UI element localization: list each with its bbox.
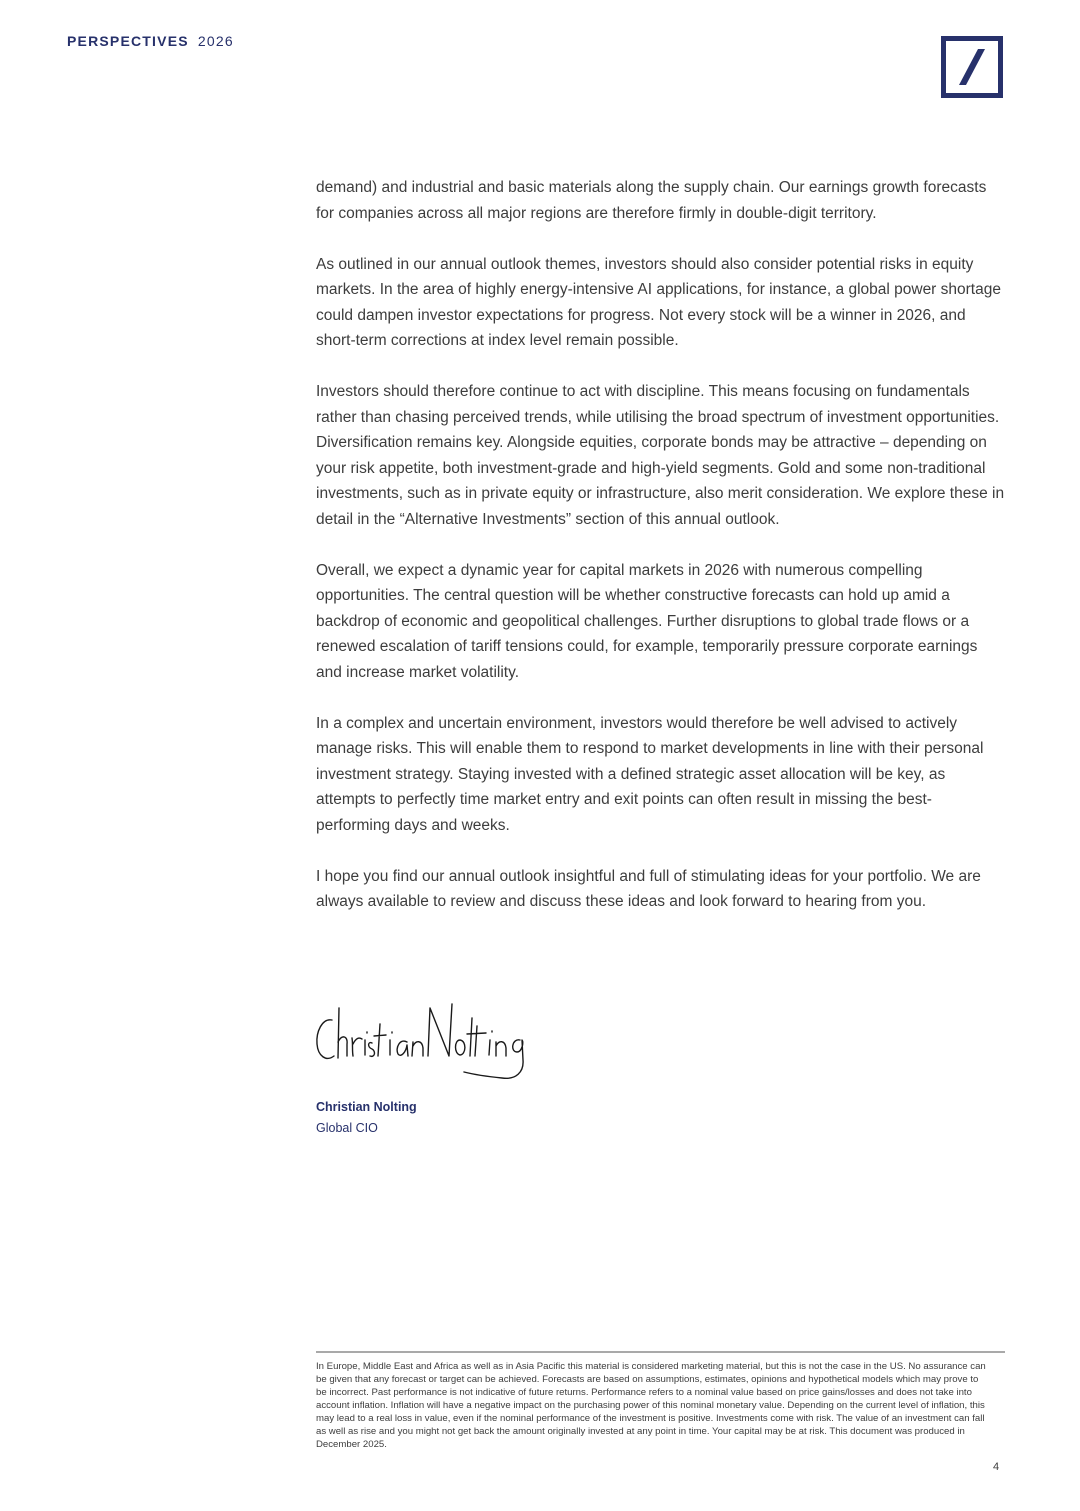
paragraph: I hope you find our annual outlook insightful and full of stimulating ideas for your portfolio. We are always available to review and discuss these ideas and look forward to hearing from you. (316, 867, 981, 910)
paragraph: demand) and industrial and basic materials along the supply chain. Our earnings growth forecasts for companies across all major regions are therefore firmly in double-digit territory. (316, 179, 987, 222)
paragraph: In a complex and uncertain environment, investors would therefore be well advised to actively manage risks. This will enable them to respond to market developments in line with their personal investment strategy. Staying invested with a defined strategic asset allocation will be key, as attempts to perfectly time market entry and exit points can often result in missing the best-performing days and weeks. (316, 714, 984, 834)
deutsche-bank-logo-icon (941, 36, 1003, 98)
signatory-title: Global CIO (316, 1121, 378, 1135)
handwritten-signature (312, 998, 582, 1084)
paragraph: Investors should therefore continue to act with discipline. This means focusing on fundamentals rather than chasing perceived trends, while utilising the broad spectrum of investment opportunities. Diversification remains key. Alongside equities, corporate bonds may be attractive – depending on your risk appetite, both investment-grade and high-yield segments. Gold and some non-traditional investments, such as in private equity or infrastructure, also merit consideration. We explore these in detail in the “Alternative Investments” section of this annual outlook. (316, 383, 1005, 528)
header-brand: PERSPECTIVES (67, 33, 189, 49)
header-year: 2026 (197, 33, 234, 49)
signatory-name: Christian Nolting (316, 1100, 417, 1114)
page-number: 4 (993, 1461, 1000, 1473)
paragraph: Overall, we expect a dynamic year for capital markets in 2026 with numerous compelling opportunities. The central question will be whether constructive forecasts can hold up amid a backdrop of economic and geopolitical challenges. Further disruptions to global trade flows or a renewed escalation of tariff tensions could, for example, temporarily pressure corporate earnings and increase market volatility. (316, 561, 978, 681)
footer-divider (316, 1351, 1005, 1353)
paragraph: As outlined in our annual outlook themes, investors should also consider potential risks in equity markets. In the area of highly energy-intensive AI applications, for instance, a global power shortage could dampen investor expectations for progress. Not every stock will be a winner in 2026, and short-term corrections at index level remain possible. (316, 255, 1001, 349)
body-text (316, 175, 1006, 940)
running-header (67, 33, 234, 49)
disclaimer-text: In Europe, Middle East and Africa as well as in Asia Pacific this material is considered marketing material, but this is not the case in the US. No assurance can be given that any forecast or target can be achieved. Forecasts are based on assumptions, estimates, opinions and hypothetical models which may prove to be incorrect. Past performance is not indicative of future returns. Performance refers to a nominal value based on price gains/losses and does not take into account inflation. Inflation will have a negative impact on the purchasing power of this nominal monetary value. Depending on the current level of inflation, this may lead to a real loss in value, even if the nominal performance of the investment is positive. Investments come with risk. The value of an investment can fall as well as rise and you might not get back the amount originally invested at any point in time. Your capital may be at risk. This document was produced in December 2025. (316, 1361, 986, 1450)
